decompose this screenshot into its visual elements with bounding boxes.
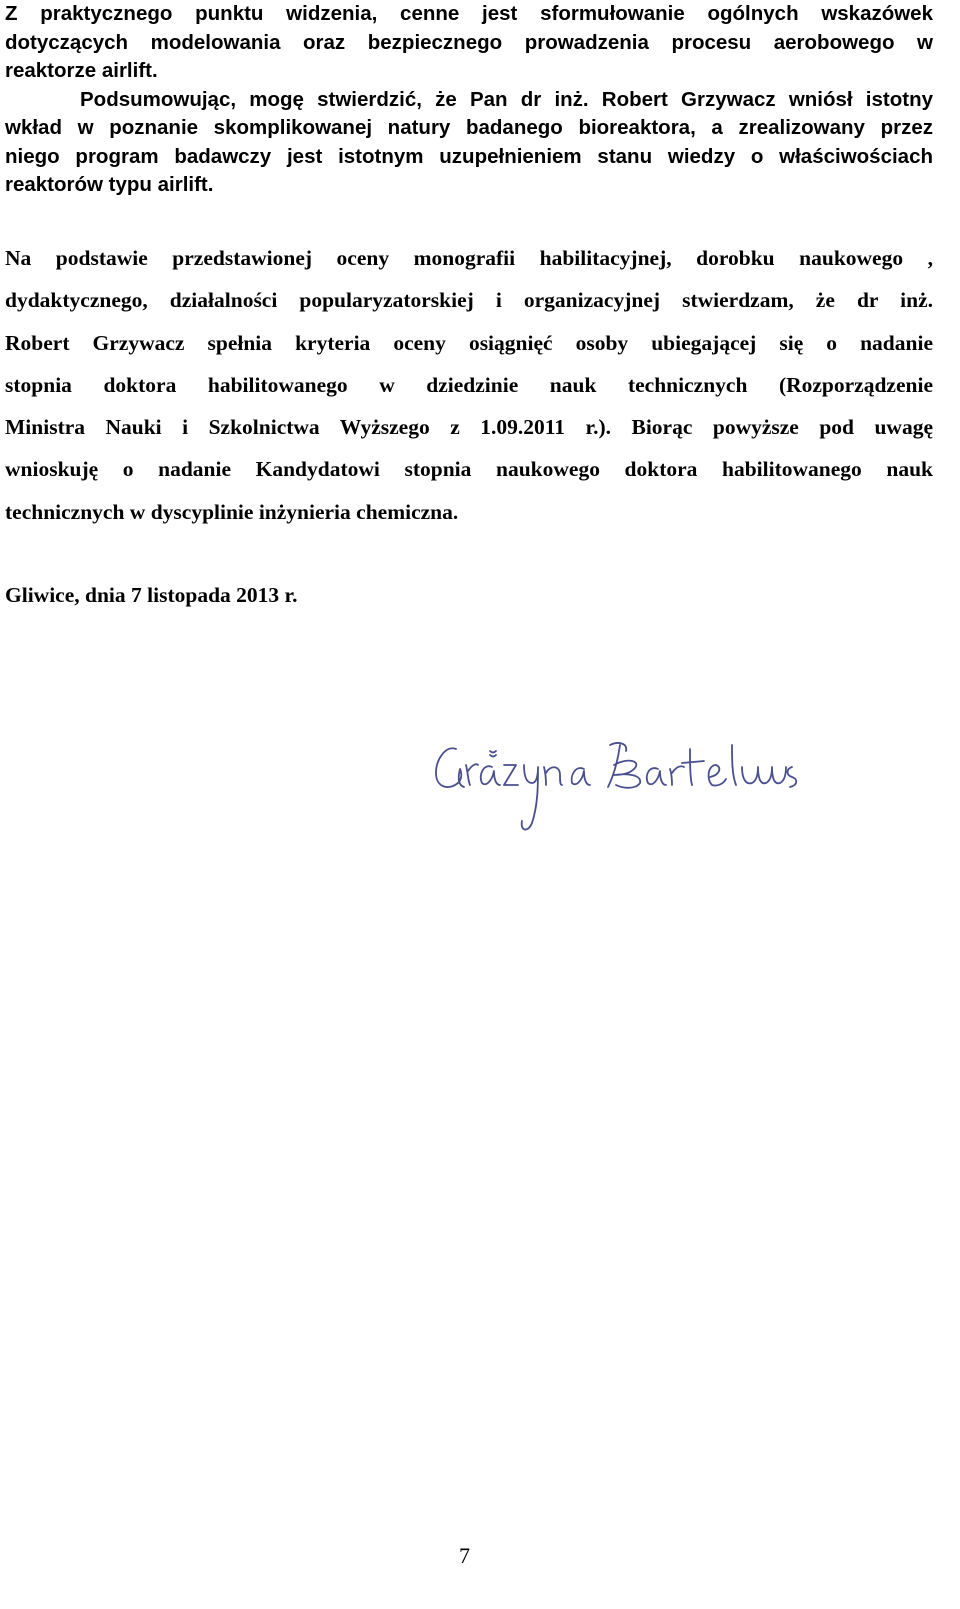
text-line: niego program badawczy jest istotnym uzupełnieniem stanu wiedzy o właściwościach xyxy=(5,144,933,168)
text-line: reaktorów typu airlift. xyxy=(5,173,214,196)
text-line: technicznych w dyscyplinie inżynieria chemiczna. xyxy=(5,499,459,524)
page-number: 7 xyxy=(459,1543,470,1568)
paragraph-final-assessment xyxy=(5,237,933,533)
place-and-date: Gliwice, dnia 7 listopada 2013 r. xyxy=(5,583,298,607)
paragraph-conclusions xyxy=(5,0,933,200)
text-line: Ministra Nauki i Szkolnictwa Wyższego z 1.09.2011 r.). Biorąc powyższe pod uwagę xyxy=(5,415,933,440)
text-line: reaktorze airlift. xyxy=(5,59,158,82)
text-line: Robert Grzywacz spełnia kryteria oceny osiągnięć osoby ubiegającej się o nadanie xyxy=(5,330,933,355)
text-line: wnioskuję o nadanie Kandydatowi stopnia naukowego doktora habilitowanego nauk xyxy=(5,457,933,482)
handwritten-signature xyxy=(428,735,803,840)
text-line: dydaktycznego, działalności popularyzatorskiej i organizacyjnej stwierdzam, że dr inż. xyxy=(5,288,933,313)
text-line: dotyczących modelowania oraz bezpiecznego prowadzenia procesu aerobowego w xyxy=(5,30,933,54)
text-line: Podsumowując, mogę stwierdzić, że Pan dr inż. Robert Grzywacz wniósł istotny xyxy=(80,87,933,111)
text-line: Z praktycznego punktu widzenia, cenne jest sformułowanie ogólnych wskazówek xyxy=(5,2,933,25)
text-line: wkład w poznanie skomplikowanej natury badanego bioreaktora, a zrealizowany przez xyxy=(5,116,933,139)
text-line: Na podstawie przedstawionej oceny monografii habilitacyjnej, dorobku naukowego , xyxy=(5,246,933,270)
text-line: stopnia doktora habilitowanego w dziedzinie nauk technicznych (Rozporządzenie xyxy=(5,372,933,397)
